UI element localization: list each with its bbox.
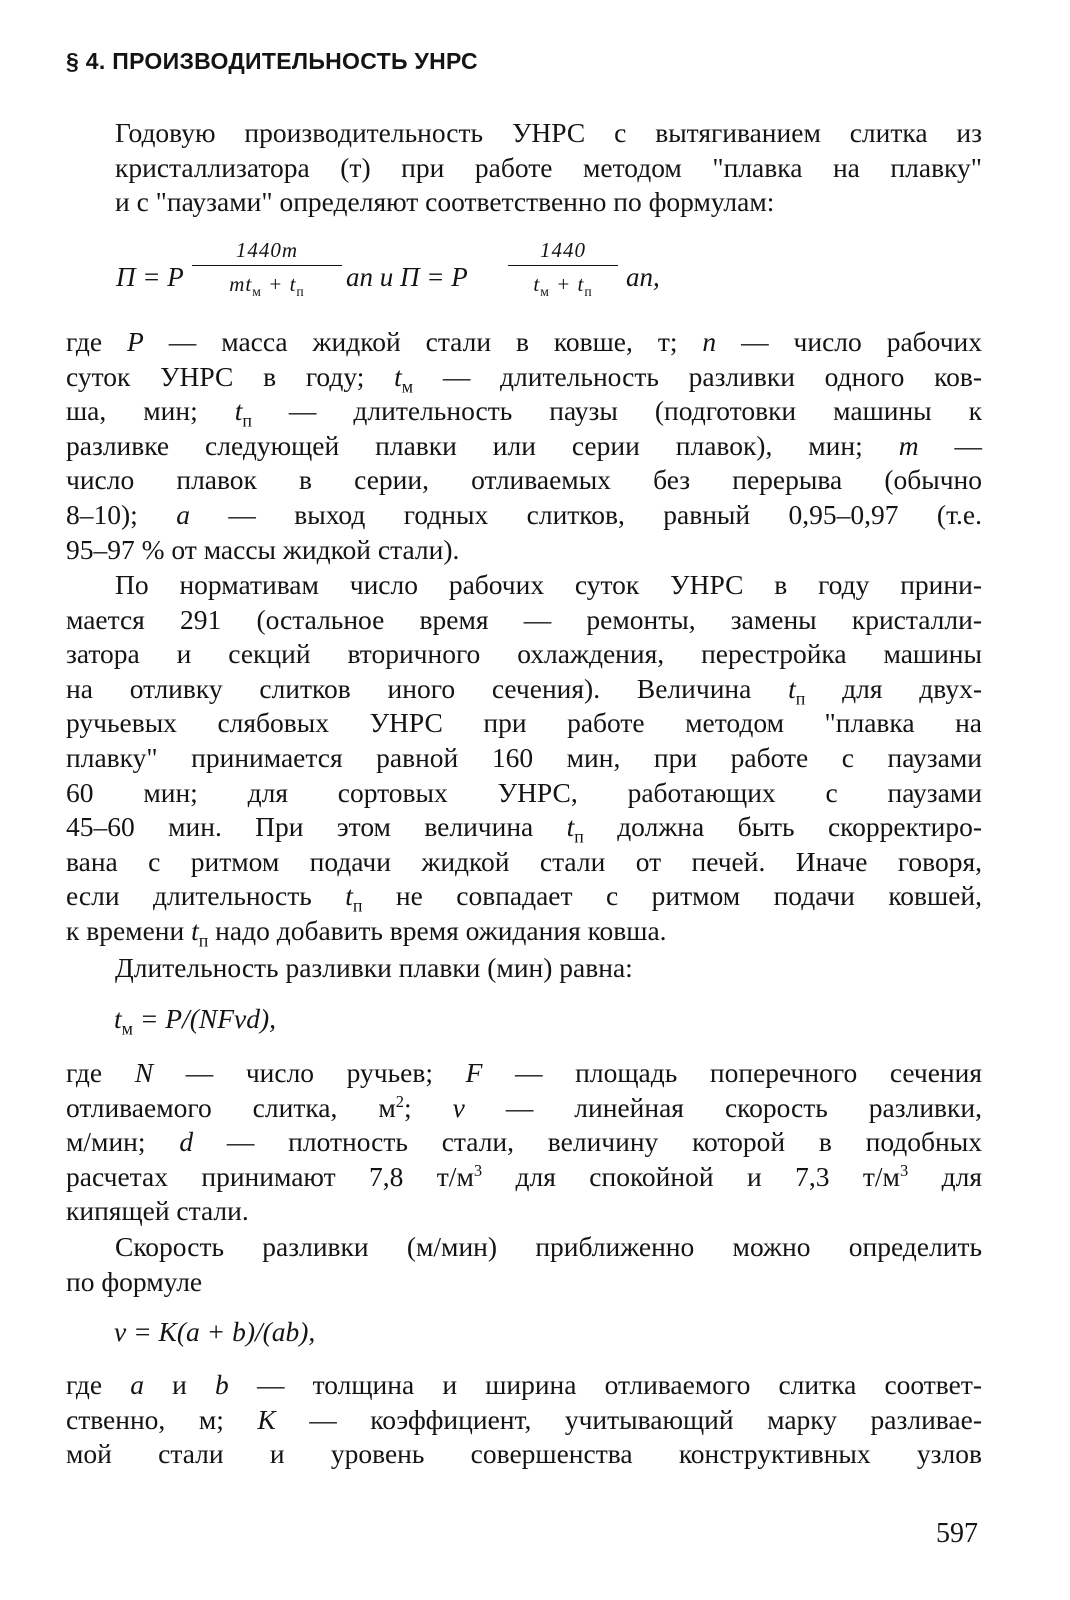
norm-line-5: ручьевых слябовых УНРС при работе методом "плавка на (66, 707, 982, 739)
formula-lhs: П = P (116, 262, 184, 292)
def3-line-2: ственно, м; K — коэффициент, учитывающий марку разливае- (66, 1403, 982, 1435)
def3-line-1: где a и b — толщина и ширина отливаемого слитка соответ- (66, 1369, 983, 1400)
norm-line-9: вана с ритмом подачи жидкой стали от печей. Иначе говоря, (66, 845, 982, 877)
def1-line-3: ша, мин; $t_п$ — длительность паузы (подготовки машины к (66, 395, 983, 431)
speed-formula: v = K(a + b)/(ab), (114, 1316, 316, 1347)
norm-line-10: если длительность $t_п$ не совпадает с ритмом подачи ковшей, (66, 880, 982, 916)
formula-tail: an, (626, 262, 660, 292)
def1-line-4: разливке следующей плавки или серии плавок), мин; m — (66, 429, 983, 461)
def2-line-1: где N — число ручьев; F — площадь поперечного сечения (66, 1057, 982, 1088)
fraction-2-denominator: $t_м + t_п$ (533, 272, 593, 299)
intro-line-3: и с "паузами" определяют соответственно по формулам: (115, 186, 775, 218)
section-heading: § 4. ПРОИЗВОДИТЕЛЬНОСТЬ УНРС (66, 48, 478, 74)
duration-intro (66, 951, 982, 986)
def2-line-4: расчетах принимают 7,8 $т/м^3$ для спокойной и 7,3 $т/м^3$ для (66, 1160, 982, 1192)
page-number: 597 (936, 1518, 978, 1549)
speed-line-2: по формуле (66, 1265, 203, 1297)
duration-intro-line: Длительность разливки плавки (мин) равна: (115, 952, 633, 983)
fraction-1 (192, 238, 342, 297)
def1-line-7: 95–97 % от массы жидкой стали). (66, 533, 460, 565)
def1-line-6: 8–10); a — выход годных слитков, равный 0,95–0,97 (т.е. (66, 498, 982, 530)
def1-line-5: число плавок в серии, отливаемых без перерыва (обычно (66, 464, 982, 496)
formula-middle: an и П = P (346, 262, 468, 292)
definitions-paragraph-1 (66, 325, 982, 567)
productivity-formula (116, 238, 816, 318)
norm-line-8: 45–60 мин. При этом величина $t_п$ должна быть скорректиро- (66, 811, 982, 847)
speed-paragraph (66, 1230, 982, 1299)
fraction-2-numerator: 1440 (508, 238, 618, 266)
def3-line-3: мой стали и уровень совершенства конструктивных узлов (66, 1438, 982, 1470)
norm-line-1: По нормативам число рабочих суток УНРС в году прини- (115, 569, 982, 600)
def2-line-2: отливаемого слитка, $м^2$; v — линейная скорость разливки, (66, 1091, 982, 1123)
def2-line-5: кипящей стали. (66, 1195, 249, 1227)
fraction-1-numerator: 1440m (192, 238, 342, 266)
def2-line-3: м/мин; d — плотность стали, величину которой в подобных (66, 1126, 982, 1158)
duration-formula: $t_м$ = P/(NFvd), (114, 1003, 276, 1039)
def1-line-2: суток УНРС в году; $t_м$ — длительность разливки одного ков- (66, 360, 983, 396)
norm-line-4: на отливку слитков иного сечения). Величина $t_п$ для двух- (66, 672, 982, 709)
intro-paragraph (66, 116, 982, 220)
norm-line-7: 60 мин; для сортовых УНРС, работающих с паузами (66, 776, 982, 808)
norm-line-2: мается 291 (остальное время — ремонты, замены кристалли- (66, 603, 982, 635)
intro-line-2: кристаллизатора (т) при работе методом "плавка на плавку" (115, 151, 982, 183)
def1-line-1: где P — масса жидкой стали в ковше, т; n — число рабочих (66, 326, 982, 357)
intro-line-1: Годовую производительность УНРС с вытягиванием слитка из (115, 117, 982, 148)
definitions-paragraph-2 (66, 1056, 982, 1229)
norm-line-11: к времени $t_п$ надо добавить время ожидания ковша. (66, 914, 667, 951)
norm-line-6: плавку" принимается равной 160 мин, при работе с паузами (66, 741, 982, 773)
speed-line-1: Скорость разливки (м/мин) приближенно можно определить (115, 1231, 982, 1262)
definitions-paragraph-3 (66, 1368, 982, 1472)
fraction-1-denominator: $mt_м + t_п$ (229, 272, 305, 299)
norm-line-3: затора и секций вторичного охлаждения, перестройка машины (66, 638, 982, 670)
norms-paragraph (66, 568, 982, 949)
fraction-2 (508, 238, 618, 297)
